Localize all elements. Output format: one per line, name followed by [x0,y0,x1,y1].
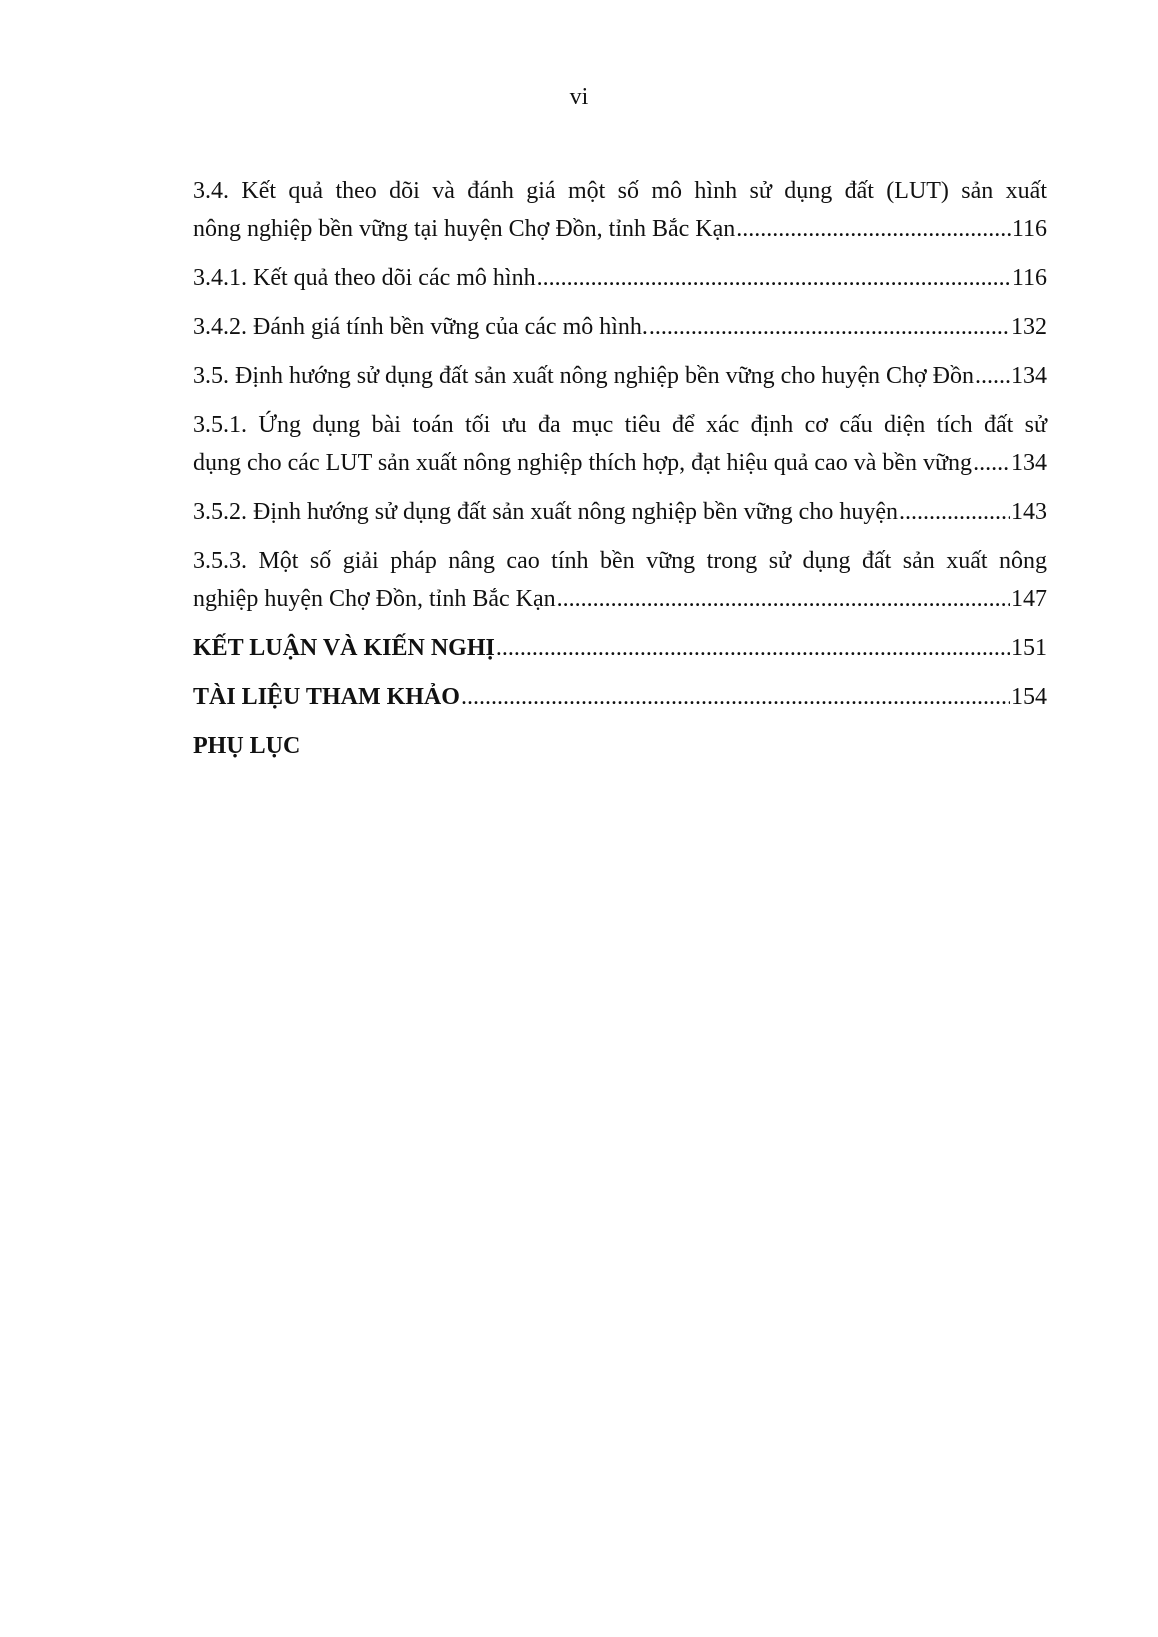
dot-leader [899,493,1010,531]
dot-leader [496,629,1010,667]
toc-entry-3-4-2[interactable] [193,308,1047,346]
toc-page-number: 143 [1011,499,1047,525]
toc-page-number: 134 [1011,450,1047,476]
toc-page-number: 154 [1011,684,1047,710]
dot-leader [649,308,1010,346]
toc-entry-title: 3.5.2. Định hướng sử dụng đất sản xuất nông nghiệp bền vững cho huyện [193,499,898,525]
toc-entry-last-line [193,259,1047,297]
toc-entry-title: TÀI LIỆU THAM KHẢO [193,684,460,710]
toc-entry-title: nông nghiệp bền vững tại huyện Chợ Đồn, tỉnh Bắc Kạn [193,216,736,242]
toc-entry-title: 3.5. Định hướng sử dụng đất sản xuất nông nghiệp bền vững cho huyện Chợ Đồn [193,363,974,389]
toc-entry-last-line [193,629,1047,667]
toc-entry-last-line [193,210,1047,248]
toc-entry-title: 3.4.1. Kết quả theo dõi các mô hình [193,265,536,291]
toc-entry-3-5-2[interactable] [193,493,1047,531]
toc-entry-title: dụng cho các LUT sản xuất nông nghiệp thích hợp, đạt hiệu quả cao và bền vững [193,450,973,476]
dot-leader [537,259,1011,297]
toc-entry-last-line [193,357,1047,395]
toc-entry-title: nghiệp huyện Chợ Đồn, tỉnh Bắc Kạn [193,586,556,612]
toc-entry-3-5-1[interactable] [193,406,1047,482]
toc-entry-title: PHỤ LỤC [193,733,301,759]
toc-entry-text-line: 3.5.3. Một số giải pháp nâng cao tính bền vững trong sử dụng đất sản xuất nông [193,548,1047,574]
dot-leader [975,357,1010,395]
dot-leader [736,210,1011,248]
toc-page-number: 134 [1011,363,1047,389]
toc-entry-appendix[interactable] [193,727,1047,765]
dot-leader [461,678,1010,716]
toc-entry-3-5[interactable] [193,357,1047,395]
toc-page-number: 116 [1011,265,1047,291]
toc-entry-3-4[interactable] [193,172,1047,248]
toc-entry-last-line [193,493,1047,531]
toc-entry-last-line [193,580,1047,618]
toc-entry-text-line: 3.5.1. Ứng dụng bài toán tối ưu đa mục tiêu để xác định cơ cấu diện tích đất sử [193,412,1047,438]
toc-page-number: 132 [1011,314,1047,340]
toc-entry-title: 3.4.2. Đánh giá tính bền vững của các mô hình. [193,314,648,340]
toc-entry-text-line: 3.4. Kết quả theo dõi và đánh giá một số mô hình sử dụng đất (LUT) sản xuất [193,178,1047,204]
toc-entry-last-line [193,727,1047,765]
toc-entry-references[interactable] [193,678,1047,716]
table-of-contents [193,172,1047,776]
toc-page-number: 147 [1011,586,1047,612]
toc-entry-last-line [193,444,1047,482]
toc-entry-title: KẾT LUẬN VÀ KIẾN NGHỊ [193,635,495,661]
dot-leader [557,580,1010,618]
toc-page-number: 116 [1011,216,1047,242]
toc-entry-last-line [193,308,1047,346]
toc-entry-conclusion[interactable] [193,629,1047,667]
dot-leader [973,444,1010,482]
toc-entry-3-4-1[interactable] [193,259,1047,297]
page-number: vi [569,84,589,110]
toc-entry-last-line [193,678,1047,716]
toc-entry-3-5-3[interactable] [193,542,1047,618]
toc-page-number: 151 [1011,635,1047,661]
